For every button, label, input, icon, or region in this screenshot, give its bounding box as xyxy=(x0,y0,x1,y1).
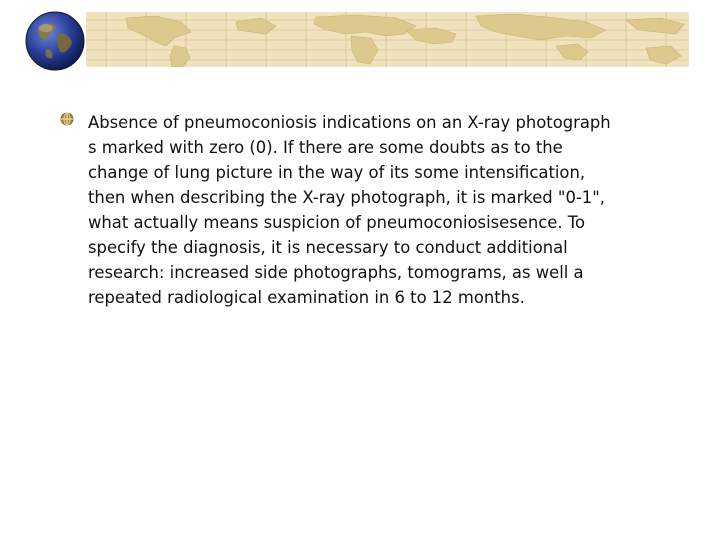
header-map-banner xyxy=(86,12,689,67)
globe-bullet-icon xyxy=(60,112,74,126)
bullet-text: Absence of pneumoconiosis indications on an X-ray photograph s marked with zero (0). If there are some doubts as to the change of lung picture in the way of its some intensification, then when describing the X-ray photograph, it is marked "0-1", what actually means suspicion of pneumoconiosisesence. To specify the diagnosis, it is necessary to conduct additional research: increased side photographs, tomograms, as well a repeated radiological examination in 6 to 12 months. xyxy=(88,113,611,307)
globe-icon xyxy=(24,10,86,72)
world-map-graphic xyxy=(86,12,689,67)
content-area xyxy=(60,110,660,310)
bullet-item xyxy=(60,110,660,310)
